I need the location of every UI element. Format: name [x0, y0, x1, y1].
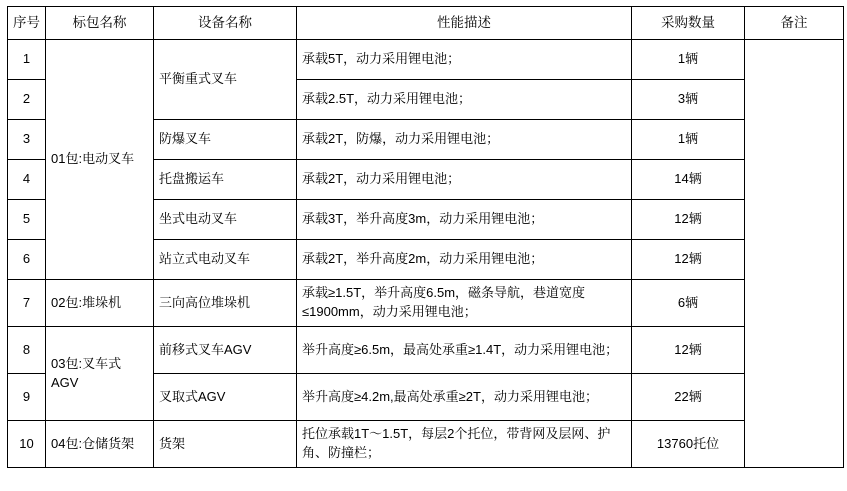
column-header-seq: 序号: [8, 7, 46, 40]
column-header-lot: 标包名称: [46, 7, 154, 40]
cell-lot: 01包:电动叉车: [46, 40, 154, 280]
cell-seq: 5: [8, 200, 46, 240]
cell-device: 平衡重式叉车: [154, 40, 297, 120]
cell-description: 举升高度≥4.2m,最高处承重≥2T，动力采用锂电池；: [297, 374, 632, 421]
cell-seq: 3: [8, 120, 46, 160]
cell-description: 举升高度≥6.5m，最高处承重≥1.4T，动力采用锂电池；: [297, 327, 632, 374]
table-body: [8, 40, 844, 468]
table-header-row: [8, 7, 844, 40]
cell-seq: 1: [8, 40, 46, 80]
cell-description: 承载2T，举升高度2m，动力采用锂电池；: [297, 240, 632, 280]
cell-seq: 9: [8, 374, 46, 421]
cell-lot: 03包:叉车式AGV: [46, 327, 154, 421]
cell-quantity: 1辆: [632, 40, 745, 80]
cell-description: 承载≥1.5T，举升高度6.5m，磁条导航，巷道宽度≤1900mm，动力采用锂电池；: [297, 280, 632, 327]
cell-device: 前移式叉车AGV: [154, 327, 297, 374]
column-header-description: 性能描述: [297, 7, 632, 40]
cell-quantity: 1辆: [632, 120, 745, 160]
cell-device: 托盘搬运车: [154, 160, 297, 200]
cell-seq: 8: [8, 327, 46, 374]
cell-lot: 02包:堆垛机: [46, 280, 154, 327]
cell-device: 坐式电动叉车: [154, 200, 297, 240]
cell-quantity: 6辆: [632, 280, 745, 327]
column-header-device: 设备名称: [154, 7, 297, 40]
cell-seq: 7: [8, 280, 46, 327]
cell-device: 三向高位堆垛机: [154, 280, 297, 327]
cell-description: 承载3T，举升高度3m，动力采用锂电池；: [297, 200, 632, 240]
table-row: [8, 40, 844, 80]
cell-quantity: 12辆: [632, 240, 745, 280]
cell-description: 承载2T，动力采用锂电池；: [297, 160, 632, 200]
cell-seq: 10: [8, 421, 46, 468]
column-header-remark: 备注: [745, 7, 844, 40]
cell-device: 防爆叉车: [154, 120, 297, 160]
cell-lot: 04包:仓储货架: [46, 421, 154, 468]
procurement-table: [7, 6, 844, 468]
cell-quantity: 3辆: [632, 80, 745, 120]
cell-quantity: 12辆: [632, 200, 745, 240]
cell-device: 站立式电动叉车: [154, 240, 297, 280]
cell-description: 托位承载1T～1.5T，每层2个托位，带背网及层网、护角、防撞栏；: [297, 421, 632, 468]
cell-seq: 2: [8, 80, 46, 120]
cell-quantity: 12辆: [632, 327, 745, 374]
cell-description: 承载5T，动力采用锂电池；: [297, 40, 632, 80]
cell-quantity: 14辆: [632, 160, 745, 200]
cell-description: 承载2.5T，动力采用锂电池；: [297, 80, 632, 120]
cell-device: 货架: [154, 421, 297, 468]
cell-seq: 4: [8, 160, 46, 200]
cell-description: 承载2T，防爆，动力采用锂电池；: [297, 120, 632, 160]
cell-remark: [745, 40, 844, 468]
table-row: [8, 421, 844, 468]
cell-seq: 6: [8, 240, 46, 280]
cell-quantity: 22辆: [632, 374, 745, 421]
table-row: [8, 327, 844, 374]
table-row: [8, 280, 844, 327]
cell-quantity: 13760托位: [632, 421, 745, 468]
column-header-quantity: 采购数量: [632, 7, 745, 40]
table-header: [8, 7, 844, 40]
cell-device: 叉取式AGV: [154, 374, 297, 421]
